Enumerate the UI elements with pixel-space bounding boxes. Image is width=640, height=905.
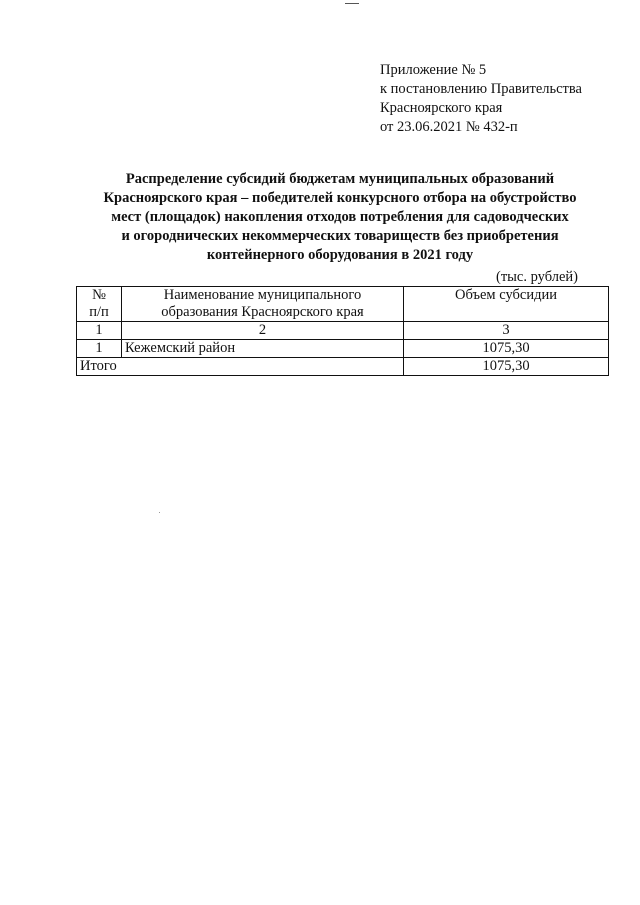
- title-line: и огороднических некоммерческих товариществ без приобретения: [121, 228, 559, 244]
- title-line: Красноярского края – победителей конкурсного отбора на обустройство: [103, 190, 577, 206]
- total-label: Итого: [77, 358, 404, 376]
- table-row: [77, 340, 609, 358]
- appendix-number: Приложение № 5: [380, 62, 487, 78]
- row-amount: 1075,30: [404, 340, 609, 358]
- scan-mark: [345, 3, 359, 4]
- header-name-line: Наименование муниципального: [163, 287, 362, 303]
- header-name-line: образования Красноярского края: [161, 304, 364, 320]
- units-label: (тыс. рублей): [496, 269, 578, 285]
- appendix-date: от 23.06.2021 № 432-п: [380, 119, 518, 135]
- row-number: 1: [77, 340, 122, 358]
- header-amount: Объем субсидии: [404, 287, 609, 322]
- header-name: [122, 287, 404, 322]
- header-number: [77, 287, 122, 322]
- header-number-line: п/п: [89, 304, 109, 320]
- column-number: 2: [122, 322, 404, 340]
- subsidy-table: [76, 286, 609, 376]
- title-line: контейнерного оборудования в 2021 году: [206, 247, 474, 263]
- total-row: [77, 358, 609, 376]
- scan-speck: [159, 512, 160, 513]
- table-header-row: [77, 287, 609, 322]
- row-name: Кежемский район: [122, 340, 404, 358]
- document-title: [60, 170, 620, 265]
- appendix-region: Красноярского края: [380, 100, 503, 116]
- total-amount: 1075,30: [404, 358, 609, 376]
- title-line: Распределение субсидий бюджетам муниципальных образований: [125, 171, 555, 187]
- title-line: мест (площадок) накопления отходов потребления для садоводческих: [111, 209, 569, 225]
- column-number: 1: [77, 322, 122, 340]
- appendix-reference: [380, 61, 582, 137]
- header-number-line: №: [92, 287, 106, 303]
- column-number: 3: [404, 322, 609, 340]
- column-numbering-row: [77, 322, 609, 340]
- appendix-decree: к постановлению Правительства: [380, 81, 582, 97]
